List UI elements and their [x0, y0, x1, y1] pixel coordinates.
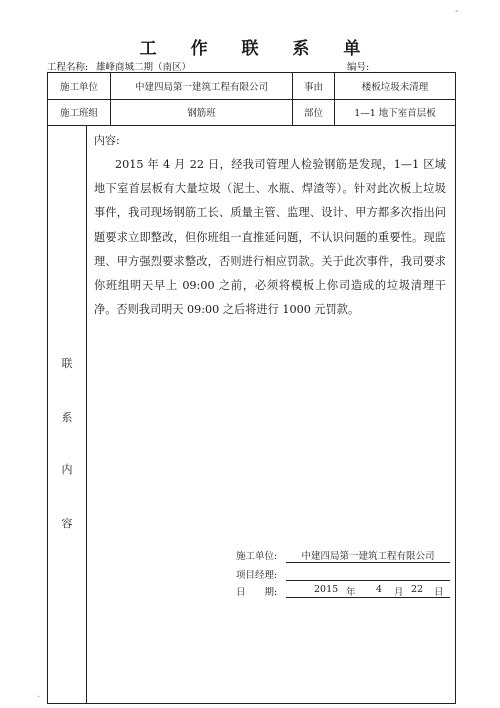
bottom-mark: .	[37, 689, 41, 700]
side-char: 容	[61, 517, 73, 530]
date-underline	[286, 597, 450, 598]
location-label: 部位	[292, 99, 334, 125]
date-label: 日 期:	[236, 587, 278, 598]
construction-unit-value: 中建四局第一建筑工程有限公司	[110, 73, 292, 99]
project-name: 雄峰商城二期（南区）	[96, 62, 192, 73]
date-year: 2015	[314, 584, 339, 595]
date-day-unit: 日	[434, 587, 444, 598]
date-month: 4	[376, 584, 383, 595]
top-mark: -	[455, 6, 459, 17]
project-manager-value	[286, 567, 450, 581]
side-char: 内	[61, 463, 73, 476]
signature-unit-value: 中建四局第一建筑工程有限公司	[286, 548, 450, 563]
project-manager-label: 项目经理:	[236, 570, 278, 581]
signature-unit-label: 施工单位:	[236, 551, 278, 562]
team-label: 施工班组	[59, 108, 98, 119]
date-day: 22	[411, 584, 424, 595]
subject-value: 楼板垃圾未清理	[334, 73, 455, 99]
subject-label: 事由	[292, 73, 334, 99]
document-title: 工 作 联 系 单	[139, 39, 375, 59]
team-value: 钢筋班	[110, 99, 292, 125]
content-paragraph: 2015 年 4 月 22 日，经我司管理人检验钢筋是发现，1—1 区域地下室首层板有大量垃圾（泥土、水瓶、焊渣等）。针对此次板上垃圾事件，我司现场钢筋工长、质量主管、监理、设计、甲方都多次指出问题要求立即整改，但你班组一直推延问题，不认识问题的重要性。现监理、甲方强烈要求整改，否则进行相应罚款。关于此次事件，我司要求你班组明天早上 09:00 之前，必须将模板上你司造成的垃圾清理干净。否则我司明天 09:00 之后将进行 1000 元罚款。	[94, 158, 446, 317]
project-label: 工程名称:	[47, 62, 89, 73]
date-year-unit: 年	[346, 587, 356, 598]
construction-unit-label: 施工单位	[59, 82, 98, 93]
table-row-team	[48, 99, 455, 126]
form-table	[47, 72, 456, 704]
content-side-label	[48, 125, 87, 703]
side-char: 联	[61, 357, 73, 370]
location-value: 1—1 地下室首层板	[334, 99, 455, 125]
side-char: 系	[61, 411, 73, 424]
number-label: 编号:	[347, 62, 370, 73]
table-row-unit	[48, 73, 455, 100]
content-heading: 内容:	[94, 134, 120, 147]
date-month-unit: 月	[394, 587, 404, 598]
